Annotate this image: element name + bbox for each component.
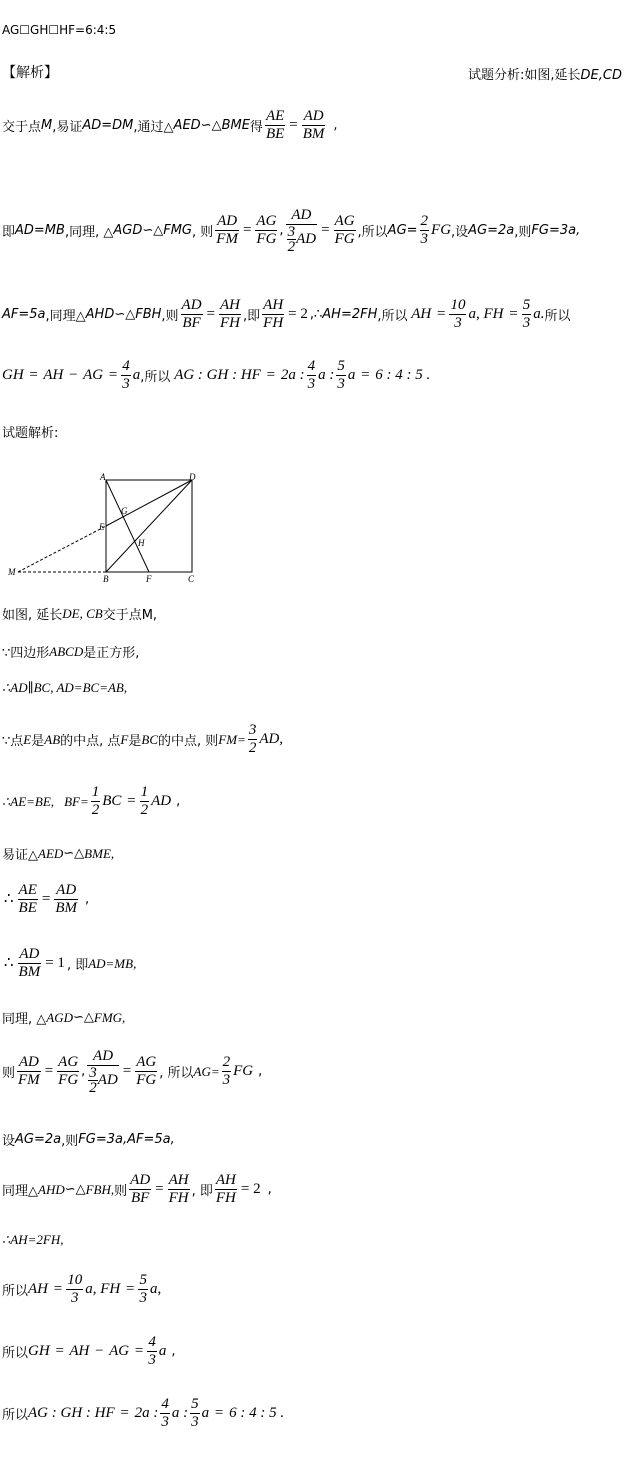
solution-line-16: 所以 AG : GH : HF = 2a : $\frac{4}{3}$ a : $\frac{5}{3}$ a = 6 : 4 : 5 . <box>2 1396 285 1430</box>
label-d: D <box>189 472 196 482</box>
analysis-line-3: AF=5a ,同理△ AHD ∽△ FBH ,则 $\frac{AD}{BF}$ = $\frac{AH}{FH}$ ,即 $\frac{AH}{FH}$ = 2 ,∴ AH=2FH ,所以 AH = $\frac{10}{3}$ a, FH = $\frac{5}{3}$ a. 所以 <box>2 297 571 331</box>
analysis-intro: 试题分析:如图,延长DE,CD <box>468 68 622 83</box>
solution-line-11: 设 AG=2a ,则 FG=3a,AF=5a, <box>2 1132 175 1149</box>
solution-line-8: ∴ $\frac{AD}{BM}$ = 1 , 即 AD=MB, <box>4 946 137 980</box>
solution-line-3: ∴AD∥BC, AD=BC=AB, <box>2 680 128 695</box>
segment-ef-line <box>106 480 192 526</box>
solution-line-12: 同理△ AHD ∽△ FBH, 则 $\frac{AD}{BF}$ = $\frac{AH}{FH}$ , 即 $\frac{AH}{FH}$ = 2 , <box>2 1172 272 1206</box>
solution-line-9: 同理, △ AGD ∽△ FMG, <box>2 1009 126 1027</box>
label-h: H <box>138 538 145 548</box>
label-c: C <box>188 574 195 584</box>
segment-bd <box>106 480 192 572</box>
solution-title: 试题解析: <box>2 426 59 441</box>
label-a: A <box>100 472 106 482</box>
solution-line-4: ∵点 E 是 AB 的中点, 点 F 是 BC 的中点, 则 FM= $\frac{3}{2}$ AD, <box>2 722 284 756</box>
solution-line-14: 所以 AH = $\frac{10}{3}$ a, FH = $\frac{5}{3}$ a, <box>2 1272 162 1306</box>
label-f: F <box>146 574 152 584</box>
analysis-line-1: 交于点 M ,易证 AD=DM ,通过△ AED ∽△ BME 得 $\frac{AE}{BE}$ = $\frac{AD}{BM}$ , <box>2 108 338 142</box>
solution-line-5: ∴AE=BE, BF= $\frac{1}{2}$ BC = $\frac{1}{2}$ AD , <box>2 784 181 818</box>
solution-line-6: 易证△ AED ∽△ BME, <box>2 845 115 863</box>
segment-af <box>106 480 149 572</box>
analysis-line-4: GH = AH − AG = $\frac{4}{3}$ a ,所以 AG : GH : HF = 2a : $\frac{4}{3}$ a : $\frac{5}{3}$ a = 6 : 4 : 5 . <box>2 358 431 392</box>
label-e: E <box>99 522 105 532</box>
solution-line-2: ∵四边形 ABCD 是正方形, <box>2 643 140 661</box>
solution-line-13: ∴AH=2FH, <box>2 1232 64 1247</box>
solution-line-7: ∴ $\frac{AE}{BE}$ = $\frac{AD}{BM}$ , <box>4 882 90 916</box>
label-m: M <box>8 567 16 577</box>
geometry-figure <box>0 470 210 588</box>
answer-line: AG☐GH☐HF=6:4:5 <box>2 23 117 37</box>
solution-line-10: 则 $\frac{AD}{FM}$ = $\frac{AG}{FG}$ , AD $\frac{3}{2}$ AD = $\frac{AG}{FG}$ , 所以 AG= $\frac{2}{3}$ FG , <box>2 1048 263 1096</box>
segment-me-dashed <box>18 526 106 572</box>
label-g: G <box>121 506 128 516</box>
analysis-title: 【解析】 <box>2 65 58 81</box>
analysis-line-2: 即 AD=MB ,同理, △ AGD ∽△ FMG , 则 $\frac{AD}{FM}$ = $\frac{AG}{FG}$ , AD $\frac{3}{2}$ AD = $\frac{AG}{FG}$ ,所以 AG= $\frac{2}{3}$ FG ,设 AG=2a ,则 FG=3a, <box>2 207 581 255</box>
label-b: B <box>103 574 109 584</box>
solution-line-15: 所以 GH = AH − AG = $\frac{4}{3}$ a , <box>2 1334 176 1368</box>
solution-line-1: 如图, 延长 DE, CB 交于点M, <box>2 605 158 623</box>
